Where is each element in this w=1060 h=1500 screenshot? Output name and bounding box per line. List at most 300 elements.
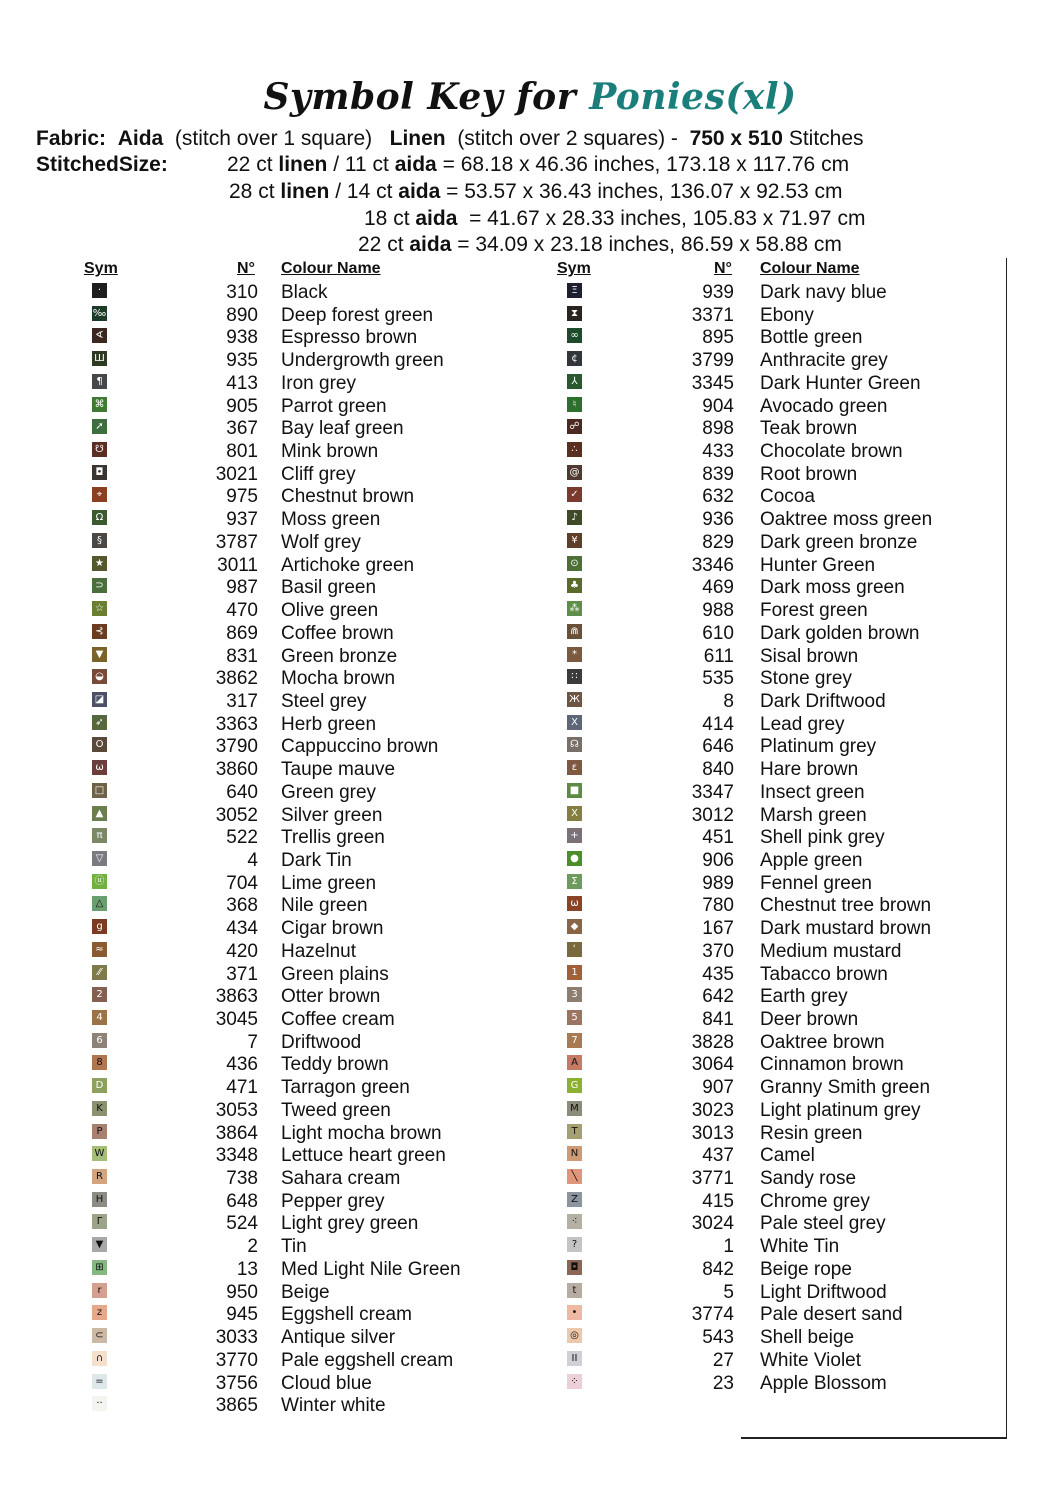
key-row bbox=[80, 440, 500, 463]
colour-name: Dark navy blue bbox=[760, 282, 887, 303]
thread-number: 367 bbox=[226, 418, 258, 440]
colour-name: Steel grey bbox=[281, 690, 367, 712]
thread-number: 3790 bbox=[215, 736, 258, 758]
thread-number: 470 bbox=[226, 600, 258, 622]
colour-name: Undergrowth green bbox=[281, 350, 444, 372]
key-row bbox=[80, 1326, 500, 1349]
symbol-swatch-icon: π bbox=[92, 828, 107, 843]
key-row bbox=[80, 531, 500, 554]
symbol-swatch-icon: ⌘ bbox=[92, 397, 107, 412]
symbol-swatch-icon: ¶ bbox=[92, 374, 107, 389]
key-row bbox=[80, 735, 500, 758]
key-row bbox=[555, 781, 975, 804]
size-line bbox=[358, 232, 842, 258]
header-sym: Sym bbox=[84, 260, 118, 277]
colour-name: Lime green bbox=[281, 872, 377, 894]
thread-number: 975 bbox=[226, 486, 258, 508]
thread-number: 3771 bbox=[691, 1168, 734, 1190]
key-row bbox=[80, 622, 500, 645]
symbol-swatch-icon: ω bbox=[92, 760, 107, 775]
colour-name: Sahara cream bbox=[281, 1168, 401, 1190]
symbol-swatch-icon: + bbox=[567, 828, 582, 843]
fabric-aida-note: (stitch over 1 square) bbox=[174, 127, 373, 150]
key-row bbox=[555, 1167, 975, 1190]
symbol-swatch-icon: O bbox=[92, 737, 107, 752]
thread-number: 3052 bbox=[215, 804, 258, 826]
colour-name: Coffee cream bbox=[281, 1009, 395, 1030]
key-row bbox=[80, 554, 500, 577]
thread-number: 420 bbox=[226, 940, 258, 962]
colour-name: Trellis green bbox=[281, 827, 385, 849]
colour-name: Deer brown bbox=[760, 1009, 859, 1030]
thread-number: 4 bbox=[247, 849, 258, 871]
colour-name: Bay leaf green bbox=[281, 418, 404, 440]
key-row bbox=[80, 781, 500, 804]
key-row bbox=[80, 1031, 500, 1054]
key-row bbox=[555, 554, 975, 577]
colour-name: Wolf grey bbox=[281, 531, 361, 553]
thread-number: 13 bbox=[236, 1258, 258, 1280]
colour-name: Teak brown bbox=[760, 418, 858, 440]
colour-name: Medium mustard bbox=[760, 940, 902, 962]
colour-name: Espresso brown bbox=[281, 327, 418, 349]
key-row bbox=[555, 1212, 975, 1235]
thread-number: 317 bbox=[226, 690, 258, 712]
colour-name: Bottle green bbox=[760, 327, 863, 349]
thread-number: 437 bbox=[702, 1145, 734, 1167]
thread-number: 936 bbox=[702, 509, 734, 531]
colour-name: Med Light Nile Green bbox=[281, 1258, 461, 1280]
key-row bbox=[555, 985, 975, 1008]
colour-name: Hazelnut bbox=[281, 940, 356, 962]
thread-number: 642 bbox=[702, 986, 734, 1008]
colour-name: Green grey bbox=[281, 781, 377, 803]
key-row bbox=[555, 963, 975, 986]
symbol-swatch-icon: g bbox=[92, 919, 107, 934]
symbol-swatch-icon: ≈ bbox=[92, 942, 107, 957]
key-row bbox=[80, 395, 500, 418]
thread-number: 3033 bbox=[215, 1327, 258, 1349]
symbol-swatch-icon: 6 bbox=[92, 1033, 107, 1048]
thread-number: 938 bbox=[226, 327, 258, 349]
key-list-right bbox=[555, 281, 975, 1394]
size-line bbox=[227, 152, 849, 178]
key-row bbox=[555, 1303, 975, 1326]
symbol-swatch-icon: ⁘ bbox=[567, 1374, 582, 1389]
key-row bbox=[555, 417, 975, 440]
symbol-swatch-icon: X bbox=[567, 715, 582, 730]
colour-name: Dark Driftwood bbox=[760, 690, 886, 712]
symbol-swatch-icon: 3 bbox=[567, 987, 582, 1002]
symbol-swatch-icon: ⊃ bbox=[92, 578, 107, 593]
symbol-swatch-icon: ω bbox=[567, 896, 582, 911]
key-row bbox=[80, 281, 500, 304]
colour-name: Antique silver bbox=[281, 1327, 396, 1349]
key-row bbox=[555, 940, 975, 963]
fabric-linen-note: (stitch over 2 squares) - bbox=[457, 127, 678, 150]
thread-number: 906 bbox=[702, 849, 734, 871]
key-row bbox=[555, 1235, 975, 1258]
key-row bbox=[555, 894, 975, 917]
thread-number: 895 bbox=[702, 327, 734, 349]
header-colour-name: Colour Name bbox=[760, 260, 860, 277]
thread-number: 413 bbox=[226, 372, 258, 394]
thread-number: 3862 bbox=[215, 668, 258, 690]
thread-number: 841 bbox=[702, 1009, 734, 1030]
key-row bbox=[555, 645, 975, 668]
colour-name: Taupe mauve bbox=[281, 759, 396, 781]
symbol-swatch-icon: II bbox=[567, 1351, 582, 1366]
thread-number: 890 bbox=[226, 304, 258, 326]
size-dimensions: = 53.57 x 36.43 inches, 136.07 x 92.53 cm bbox=[446, 180, 843, 203]
fabric-linen: Linen bbox=[389, 127, 446, 150]
symbol-swatch-icon: ╲ bbox=[567, 1169, 582, 1184]
symbol-swatch-icon: G bbox=[567, 1078, 582, 1093]
key-row bbox=[555, 1031, 975, 1054]
symbol-swatch-icon: ★ bbox=[92, 556, 107, 571]
symbol-swatch-icon: D bbox=[92, 1078, 107, 1093]
key-row bbox=[555, 440, 975, 463]
thread-number: 935 bbox=[226, 350, 258, 372]
symbol-swatch-icon: ⓤ bbox=[92, 874, 107, 889]
thread-number: 3770 bbox=[215, 1349, 258, 1371]
symbol-swatch-icon: ♪ bbox=[567, 510, 582, 525]
symbol-swatch-icon: Ξ bbox=[567, 283, 582, 298]
key-row bbox=[555, 485, 975, 508]
thread-number: 3345 bbox=[691, 372, 734, 394]
colour-name: Eggshell cream bbox=[281, 1304, 412, 1326]
thread-number: 801 bbox=[226, 441, 258, 463]
symbol-swatch-icon: △ bbox=[92, 896, 107, 911]
key-row bbox=[80, 599, 500, 622]
colour-name: Parrot green bbox=[281, 395, 387, 417]
thread-number: 3774 bbox=[691, 1304, 734, 1326]
key-row bbox=[80, 1008, 500, 1031]
colour-name: Herb green bbox=[281, 713, 377, 735]
thread-number: 831 bbox=[226, 645, 258, 667]
key-row bbox=[80, 1394, 500, 1417]
colour-name: Insect green bbox=[760, 781, 865, 803]
key-row bbox=[80, 1144, 500, 1167]
key-row bbox=[555, 576, 975, 599]
symbol-swatch-icon: ● bbox=[567, 851, 582, 866]
key-list-left bbox=[80, 281, 500, 1417]
key-row bbox=[555, 1258, 975, 1281]
thread-number: 3865 bbox=[215, 1395, 258, 1417]
frame-border-bottom bbox=[741, 1437, 1007, 1439]
key-row bbox=[555, 395, 975, 418]
key-row bbox=[555, 1122, 975, 1145]
symbol-swatch-icon: ➚ bbox=[92, 419, 107, 434]
colour-name: Coffee brown bbox=[281, 622, 394, 644]
symbol-swatch-icon: ◆ bbox=[567, 919, 582, 934]
symbol-swatch-icon: ◒ bbox=[92, 669, 107, 684]
symbol-swatch-icon: ⅄ bbox=[567, 374, 582, 389]
thread-number: 522 bbox=[226, 827, 258, 849]
colour-name: Silver green bbox=[281, 804, 383, 826]
thread-number: 3828 bbox=[691, 1031, 734, 1053]
symbol-swatch-icon: • bbox=[567, 1305, 582, 1320]
thread-number: 905 bbox=[226, 395, 258, 417]
colour-name: Sandy rose bbox=[760, 1168, 857, 1190]
symbol-swatch-icon: ·· bbox=[92, 1396, 107, 1411]
colour-name: Light mocha brown bbox=[281, 1122, 442, 1144]
key-row bbox=[80, 690, 500, 713]
thread-number: 738 bbox=[226, 1168, 258, 1190]
symbol-swatch-icon: Ⅹ bbox=[567, 806, 582, 821]
symbol-key-right-column bbox=[555, 259, 975, 1394]
thread-number: 8 bbox=[723, 690, 734, 712]
symbol-swatch-icon: ■ bbox=[567, 783, 582, 798]
thread-number: 939 bbox=[702, 282, 734, 303]
key-row bbox=[80, 804, 500, 827]
symbol-swatch-icon: ∞ bbox=[567, 328, 582, 343]
thread-number: 23 bbox=[712, 1372, 734, 1394]
thread-number: 1 bbox=[723, 1236, 734, 1258]
colour-name: Earth grey bbox=[760, 986, 848, 1008]
colour-name: Pale desert sand bbox=[760, 1304, 903, 1326]
stitches-word: Stitches bbox=[788, 127, 864, 150]
key-row bbox=[80, 304, 500, 327]
stitched-size-label: StitchedSize: bbox=[36, 153, 168, 176]
thread-number: 839 bbox=[702, 463, 734, 485]
symbol-swatch-icon: ☆ bbox=[92, 601, 107, 616]
key-row bbox=[80, 826, 500, 849]
colour-name: Mocha brown bbox=[281, 668, 396, 690]
thread-number: 3053 bbox=[215, 1099, 258, 1121]
symbol-swatch-icon: ◪ bbox=[92, 692, 107, 707]
colour-name: Dark green bronze bbox=[760, 531, 918, 553]
colour-name: Sisal brown bbox=[760, 645, 859, 667]
symbol-swatch-icon: ♮ bbox=[567, 397, 582, 412]
symbol-swatch-icon: ◘ bbox=[92, 465, 107, 480]
colour-name: Cigar brown bbox=[281, 918, 384, 940]
symbol-swatch-icon: ⋒ bbox=[567, 624, 582, 639]
size-fabric: linen bbox=[278, 153, 328, 176]
header-sym: Sym bbox=[557, 260, 591, 277]
symbol-swatch-icon: P bbox=[92, 1124, 107, 1139]
colour-name: White Violet bbox=[760, 1349, 862, 1371]
symbol-swatch-icon: @ bbox=[567, 465, 582, 480]
thread-number: 2 bbox=[247, 1236, 258, 1258]
key-row bbox=[555, 622, 975, 645]
thread-number: 987 bbox=[226, 577, 258, 599]
thread-number: 310 bbox=[226, 282, 258, 303]
symbol-swatch-icon: A bbox=[567, 1055, 582, 1070]
key-row bbox=[80, 1053, 500, 1076]
colour-name: Stone grey bbox=[760, 668, 852, 690]
key-row bbox=[555, 326, 975, 349]
thread-number: 433 bbox=[702, 441, 734, 463]
thread-number: 898 bbox=[702, 418, 734, 440]
symbol-swatch-icon: ▼ bbox=[92, 647, 107, 662]
key-row bbox=[555, 508, 975, 531]
thread-number: 640 bbox=[226, 781, 258, 803]
key-row bbox=[80, 349, 500, 372]
thread-number: 988 bbox=[702, 600, 734, 622]
thread-number: 167 bbox=[702, 918, 734, 940]
header-colour-name: Colour Name bbox=[281, 260, 381, 277]
colour-name: Shell pink grey bbox=[760, 827, 885, 849]
thread-number: 646 bbox=[702, 736, 734, 758]
key-row bbox=[555, 1326, 975, 1349]
colour-name: Dark mustard brown bbox=[760, 918, 932, 940]
symbol-swatch-icon: ʿ bbox=[567, 942, 582, 957]
symbol-swatch-icon: ∷ bbox=[567, 669, 582, 684]
colour-name: Camel bbox=[760, 1145, 815, 1167]
key-row bbox=[555, 690, 975, 713]
symbol-swatch-icon: 5 bbox=[567, 1010, 582, 1025]
key-row bbox=[555, 1144, 975, 1167]
key-row bbox=[80, 940, 500, 963]
thread-number: 704 bbox=[226, 872, 258, 894]
symbol-swatch-icon: N bbox=[567, 1146, 582, 1161]
symbol-swatch-icon: ∢ bbox=[92, 328, 107, 343]
symbol-swatch-icon: ◎ bbox=[567, 1328, 582, 1343]
colour-name: Chestnut tree brown bbox=[760, 895, 932, 917]
colour-name: Tabacco brown bbox=[760, 963, 888, 985]
fabric-aida: Aida bbox=[117, 127, 164, 150]
colour-name: Chestnut brown bbox=[281, 486, 415, 508]
colour-name: Otter brown bbox=[281, 986, 381, 1008]
colour-name: Black bbox=[281, 282, 328, 303]
key-row bbox=[80, 1122, 500, 1145]
symbol-swatch-icon: W bbox=[92, 1146, 107, 1161]
thread-number: 27 bbox=[712, 1349, 734, 1371]
thread-number: 842 bbox=[702, 1258, 734, 1280]
key-row bbox=[555, 1372, 975, 1395]
key-row bbox=[80, 917, 500, 940]
symbol-swatch-icon: r bbox=[92, 1283, 107, 1298]
size-line bbox=[364, 206, 865, 232]
symbol-swatch-icon: K bbox=[92, 1101, 107, 1116]
colour-name: Tarragon green bbox=[281, 1077, 410, 1099]
key-row bbox=[80, 894, 500, 917]
colour-name: Oaktree moss green bbox=[760, 509, 933, 531]
colour-name: Nile green bbox=[281, 895, 368, 917]
thread-number: 3012 bbox=[691, 804, 734, 826]
symbol-swatch-icon: Z bbox=[567, 1192, 582, 1207]
colour-name: Green bronze bbox=[281, 645, 398, 667]
key-row bbox=[80, 1303, 500, 1326]
symbol-swatch-icon: ♣ bbox=[567, 578, 582, 593]
symbol-swatch-icon: z bbox=[92, 1305, 107, 1320]
symbol-swatch-icon: ▲ bbox=[92, 806, 107, 821]
key-row bbox=[80, 1190, 500, 1213]
thread-number: 371 bbox=[226, 963, 258, 985]
thread-number: 907 bbox=[702, 1077, 734, 1099]
colour-name: Cinnamon brown bbox=[760, 1054, 904, 1076]
key-row bbox=[555, 735, 975, 758]
thread-number: 524 bbox=[226, 1213, 258, 1235]
key-row bbox=[555, 1076, 975, 1099]
symbol-swatch-icon: R bbox=[92, 1169, 107, 1184]
key-row bbox=[80, 1281, 500, 1304]
key-row bbox=[555, 531, 975, 554]
key-row bbox=[555, 826, 975, 849]
colour-name: Teddy brown bbox=[281, 1054, 389, 1076]
colour-name: Pepper grey bbox=[281, 1190, 385, 1212]
symbol-swatch-icon: Ж bbox=[567, 692, 582, 707]
colour-name: Tweed green bbox=[281, 1099, 391, 1121]
fabric-label: Fabric: bbox=[36, 127, 107, 150]
key-row bbox=[80, 849, 500, 872]
thread-number: 610 bbox=[702, 622, 734, 644]
stitch-count: 750 x 510 bbox=[689, 127, 783, 150]
thread-number: 469 bbox=[702, 577, 734, 599]
colour-name: Apple green bbox=[760, 849, 863, 871]
colour-name: Cloud blue bbox=[281, 1372, 372, 1394]
key-row bbox=[80, 985, 500, 1008]
thread-number: 3371 bbox=[691, 304, 734, 326]
size-fabric: aida bbox=[398, 180, 441, 203]
colour-name: Apple Blossom bbox=[760, 1372, 887, 1394]
symbol-swatch-icon: 8 bbox=[92, 1055, 107, 1070]
colour-name: Tin bbox=[281, 1236, 307, 1258]
thread-number: 3863 bbox=[215, 986, 258, 1008]
symbol-swatch-icon: ⁂ bbox=[567, 601, 582, 616]
thread-number: 535 bbox=[702, 668, 734, 690]
key-row bbox=[555, 1349, 975, 1372]
thread-number: 471 bbox=[226, 1077, 258, 1099]
thread-number: 829 bbox=[702, 531, 734, 553]
symbol-swatch-icon: ⁄⁄ bbox=[92, 965, 107, 980]
thread-number: 780 bbox=[702, 895, 734, 917]
symbol-swatch-icon: ☋ bbox=[92, 442, 107, 457]
symbol-swatch-icon: ¢ bbox=[567, 351, 582, 366]
size-sep: / 11 ct bbox=[333, 153, 389, 176]
size-dimensions: = 68.18 x 46.36 inches, 173.18 x 117.76 cm bbox=[442, 153, 850, 176]
colour-name: Pale steel grey bbox=[760, 1213, 886, 1235]
colour-name: Platinum grey bbox=[760, 736, 877, 758]
key-row bbox=[80, 713, 500, 736]
symbol-swatch-icon: M bbox=[567, 1101, 582, 1116]
symbol-swatch-icon: t bbox=[567, 1283, 582, 1298]
colour-name: Basil green bbox=[281, 577, 377, 599]
key-row bbox=[555, 1008, 975, 1031]
key-row bbox=[555, 758, 975, 781]
size-count: 28 ct bbox=[229, 180, 275, 203]
colour-name: Ebony bbox=[760, 304, 814, 326]
size-count: 18 ct bbox=[364, 207, 410, 230]
symbol-swatch-icon: ⊞ bbox=[92, 1260, 107, 1275]
thread-number: 3787 bbox=[215, 531, 258, 553]
symbol-swatch-icon: 2 bbox=[92, 987, 107, 1002]
colour-name: Cliff grey bbox=[281, 463, 356, 485]
symbol-swatch-icon: ☊ bbox=[567, 737, 582, 752]
key-row bbox=[80, 1235, 500, 1258]
colour-name: Forest green bbox=[760, 600, 868, 622]
thread-number: 950 bbox=[226, 1281, 258, 1303]
colour-name: Mink brown bbox=[281, 441, 379, 463]
thread-number: 3864 bbox=[215, 1122, 258, 1144]
colour-name: Marsh green bbox=[760, 804, 867, 826]
thread-number: 368 bbox=[226, 895, 258, 917]
colour-name: Iron grey bbox=[281, 372, 356, 394]
key-row bbox=[80, 417, 500, 440]
symbol-swatch-icon: ⊂ bbox=[92, 1328, 107, 1343]
key-row bbox=[555, 849, 975, 872]
thread-number: 611 bbox=[703, 645, 734, 667]
colour-name: Beige rope bbox=[760, 1258, 852, 1280]
symbol-swatch-icon: ε bbox=[567, 760, 582, 775]
symbol-swatch-icon: ⁖ bbox=[567, 1214, 582, 1229]
thread-number: 436 bbox=[226, 1054, 258, 1076]
thread-number: 904 bbox=[702, 395, 734, 417]
thread-number: 3756 bbox=[215, 1372, 258, 1394]
thread-number: 3021 bbox=[215, 463, 258, 485]
thread-number: 989 bbox=[702, 872, 734, 894]
